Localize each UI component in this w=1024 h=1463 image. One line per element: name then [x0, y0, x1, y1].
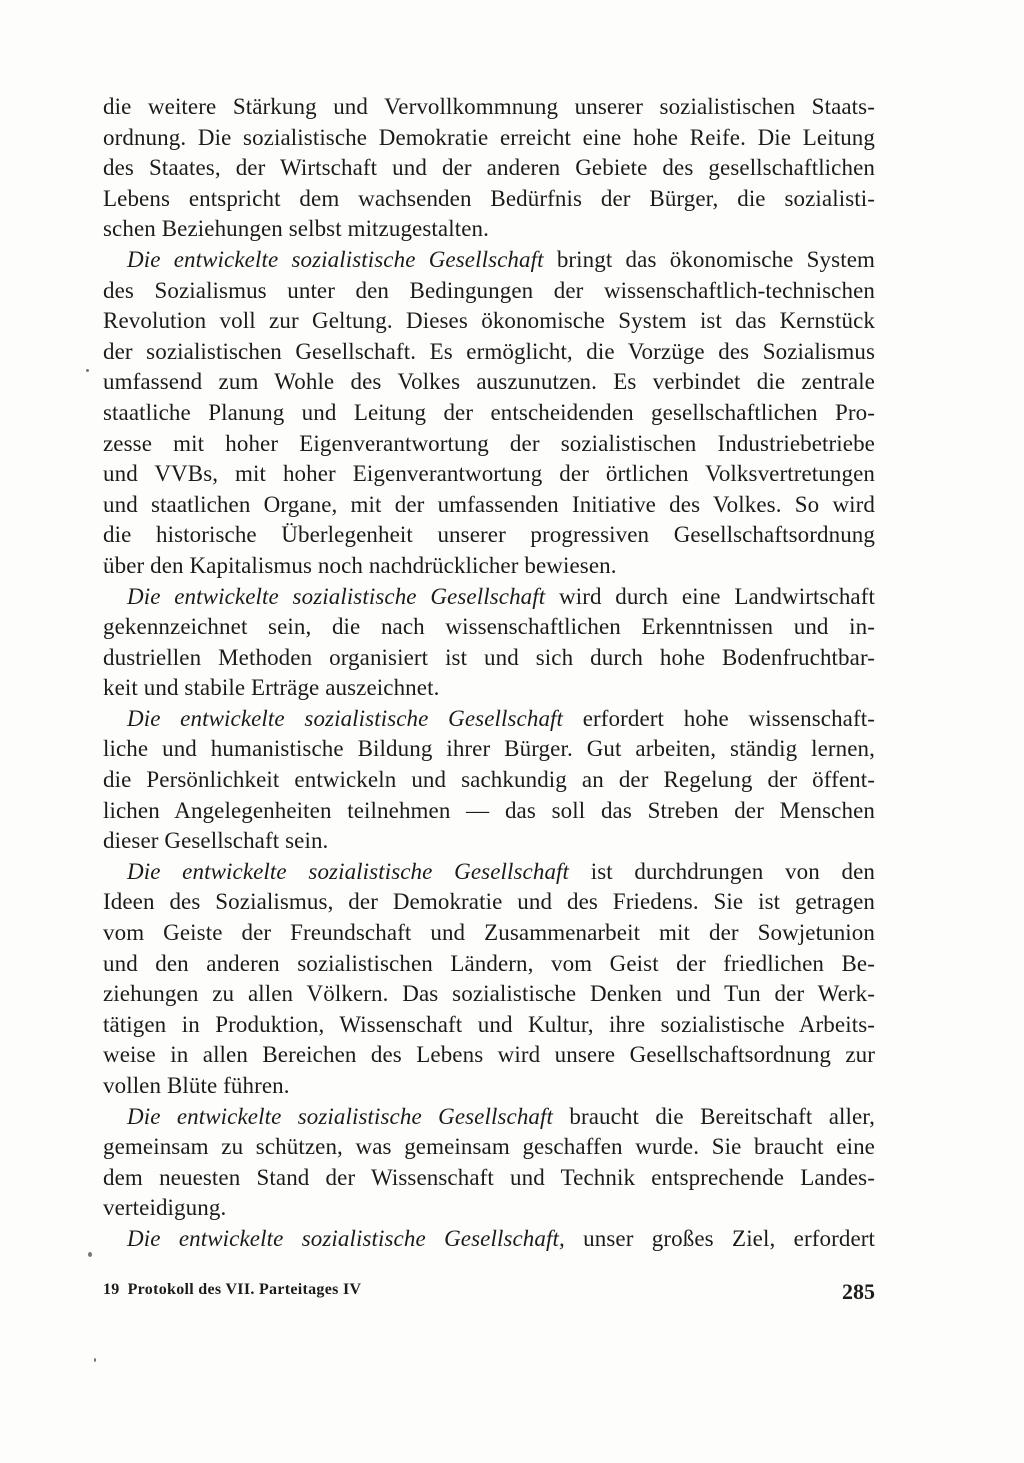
paragraph-line-rest: braucht die Bereitschaft aller, — [553, 1103, 875, 1129]
paragraph-line: des Sozialismus unter den Bedingungen der wissenschaftlich-technischen — [103, 277, 875, 303]
paragraph-line: gemeinsam zu schützen, was gemeinsam geschaffen wurde. Sie braucht eine — [103, 1134, 875, 1160]
paragraph-first-line — [103, 245, 875, 276]
paragraph-line-rest: ist durchdrungen von den — [569, 858, 875, 884]
paragraph-line-rest: unser großes Ziel, erfordert — [564, 1225, 875, 1251]
paragraph-line-rest: erfordert hohe wissenschaft- — [563, 705, 875, 731]
paragraph-line: liche und humanistische Bildung ihrer Bürger. Gut arbeiten, ständig lernen, — [103, 736, 875, 762]
paragraph-line: gekennzeichnet sein, die nach wissenschaftlichen Erkenntnissen und in- — [103, 614, 875, 640]
paragraph-line: weise in allen Bereichen des Lebens wird unsere Gesellschaftsordnung zur — [103, 1042, 875, 1068]
paragraph-line-rest: bringt das ökonomische System — [543, 246, 875, 272]
scan-speck — [86, 369, 89, 372]
paragraph-line: dem neuesten Stand der Wissenschaft und Technik entsprechende Landes- — [103, 1164, 875, 1190]
paragraph-lead-italic: Die entwickelte sozialistische Gesellschaft — [127, 246, 544, 272]
paragraph-line: vom Geiste der Freundschaft und Zusammenarbeit mit der Sowjetunion — [103, 920, 875, 946]
paragraph-first-line — [103, 582, 875, 613]
paragraph-line: vollen Blüte führen. — [103, 1073, 290, 1098]
paragraph-first-line — [103, 1224, 875, 1255]
paragraph-line: ordnung. Die sozialistische Demokratie erreicht eine hohe Reife. Die Leitung — [103, 124, 875, 150]
paragraph-line: über den Kapitalismus noch nachdrücklicher bewiesen. — [103, 552, 617, 578]
paragraph-line: dustriellen Methoden organisiert ist und sich durch hohe Bodenfruchtbar- — [103, 644, 875, 670]
paragraph-line: dieser Gesellschaft sein. — [103, 828, 329, 854]
paragraph-lead-italic: Die entwickelte sozialistische Gesellschaft — [127, 858, 570, 884]
paragraph-line: verteidigung. — [103, 1195, 227, 1221]
paragraph-line: zesse mit hoher Eigenverantwortung der sozialistischen Industriebetriebe — [103, 430, 875, 456]
paragraph-first-line — [103, 1102, 875, 1133]
paragraph-line: keit und stabile Erträge auszeichnet. — [103, 675, 440, 701]
paragraph-lead-italic: Die entwickelte sozialistische Gesellschaft — [127, 1103, 554, 1129]
paragraph-line: und VVBs, mit hoher Eigenverantwortung der örtlichen Volksvertretungen — [103, 461, 875, 487]
paragraph-line: ziehungen zu allen Völkern. Das sozialistische Denken und Tun der Werk- — [103, 981, 875, 1007]
paragraph-line: lichen Angelegenheiten teilnehmen — das soll das Streben der Menschen — [103, 797, 875, 823]
scan-speck — [94, 1358, 96, 1362]
paragraph-line: Revolution voll zur Geltung. Dieses ökonomische System ist das Kernstück — [103, 308, 875, 334]
paragraph-line: Lebens entspricht dem wachsenden Bedürfnis der Bürger, die sozialisti- — [103, 185, 875, 211]
paragraph-lead-italic: Die entwickelte sozialistische Gesellschaft — [127, 705, 564, 731]
paragraph-line: tätigen in Produktion, Wissenschaft und Kultur, ihre sozialistische Arbeits- — [103, 1011, 875, 1037]
paragraph-line: die historische Überlegenheit unserer progressiven Gesellschaftsordnung — [103, 522, 875, 548]
paragraph-line: die Persönlichkeit entwickeln und sachkundig an der Regelung der öffent- — [103, 767, 875, 793]
paragraph-line: Ideen des Sozialismus, der Demokratie und des Friedens. Sie ist getragen — [103, 889, 875, 915]
paragraph-lead-italic: Die entwickelte sozialistische Gesellschaft — [127, 583, 546, 609]
paragraph-line: des Staates, der Wirtschaft und der anderen Gebiete des gesellschaftlichen — [103, 155, 875, 181]
source-title: Protokoll des VII. Parteitages IV — [127, 1281, 362, 1298]
signature-mark: 19 — [103, 1281, 120, 1298]
paragraph-line-rest: wird durch eine Landwirtschaft — [545, 583, 875, 609]
page-number: 285 — [842, 1279, 875, 1304]
paragraph-line: schen Beziehungen selbst mitzugestalten. — [103, 216, 489, 242]
paragraph-first-line — [103, 704, 875, 735]
paragraph-line: der sozialistischen Gesellschaft. Es ermöglicht, die Vorzüge des Sozialismus — [103, 338, 875, 364]
paragraph-line: die weitere Stärkung und Vervollkommnung unserer sozialistischen Staats- — [103, 94, 875, 119]
footer-source — [103, 1281, 361, 1299]
paragraph-lead-italic: Die entwickelte sozialistische Gesellschaft, — [127, 1225, 565, 1251]
paragraph-line: und staatlichen Organe, mit der umfassenden Initiative des Volkes. So wird — [103, 491, 875, 517]
paragraph-line: staatliche Planung und Leitung der entscheidenden gesellschaftlichen Pro- — [103, 399, 875, 425]
body-text — [103, 92, 875, 1255]
scan-speck — [88, 1252, 92, 1257]
paragraph-line: umfassend zum Wohle des Volkes auszunutzen. Es verbindet die zentrale — [103, 369, 875, 395]
paragraph-line: und den anderen sozialistischen Ländern, vom Geist der friedlichen Be- — [103, 950, 875, 976]
paragraph-first-line — [103, 857, 875, 888]
